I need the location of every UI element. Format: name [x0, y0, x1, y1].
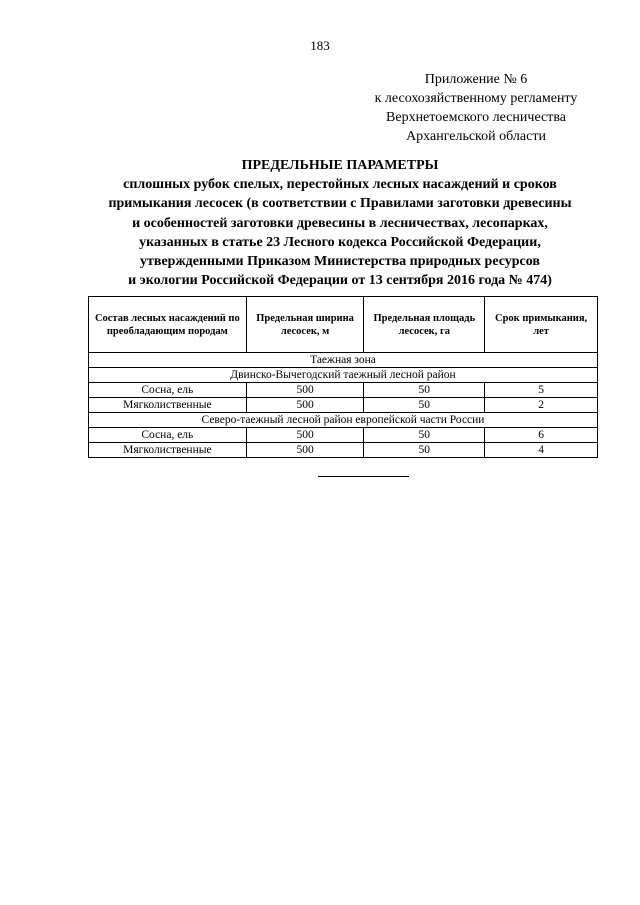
cell-term: 2 [485, 398, 598, 413]
cell-width: 500 [246, 398, 364, 413]
header-width: Предельная ширина лесосек, м [246, 297, 364, 353]
appendix-line: к лесохозяйственному регламенту [374, 91, 578, 106]
region-label: Северо-таежный лесной район европейской части России [89, 413, 598, 428]
header-species: Состав лесных насаждений по преобладающим породам [89, 297, 247, 353]
end-separator-line [318, 476, 409, 477]
zone-row [89, 353, 598, 368]
header-term: Срок примыкания, лет [485, 297, 598, 353]
region-row [89, 368, 598, 383]
title-line: сплошных рубок спелых, перестойных лесных насаждений и сроков [123, 177, 557, 193]
appendix-reference [356, 70, 596, 146]
table-row [89, 398, 598, 413]
title-line: и особенностей заготовки древесины в лесничествах, лесопарках, [132, 215, 548, 231]
title-heading: ПРЕДЕЛЬНЫЕ ПАРАМЕТРЫ [241, 158, 439, 173]
appendix-line: Приложение № 6 [424, 72, 528, 87]
title-line: примыкания лесосек (в соответствии с Правилами заготовки древесины [108, 196, 572, 212]
cell-species: Сосна, ель [89, 383, 247, 398]
cell-width: 500 [246, 443, 364, 458]
zone-label: Таежная зона [89, 353, 598, 368]
cell-area: 50 [364, 428, 485, 443]
cell-area: 50 [364, 383, 485, 398]
appendix-line: Верхнетоемского лесничества [386, 110, 566, 125]
region-row [89, 413, 598, 428]
table-row [89, 428, 598, 443]
table-row [89, 383, 598, 398]
cell-species: Мягколиственные [89, 443, 247, 458]
cell-area: 50 [364, 398, 485, 413]
cell-width: 500 [246, 383, 364, 398]
title-line: указанных в статье 23 Лесного кодекса Российской Федерации, [139, 234, 541, 250]
table-header-row [89, 297, 598, 353]
cell-species: Мягколиственные [89, 398, 247, 413]
page-number: 183 [310, 38, 330, 53]
cell-species: Сосна, ель [89, 428, 247, 443]
title-line: и экологии Российской Федерации от 13 сентября 2016 года № 474) [128, 273, 552, 289]
document-title [60, 156, 620, 290]
cell-term: 5 [485, 383, 598, 398]
cell-area: 50 [364, 443, 485, 458]
parameters-table [88, 296, 598, 458]
region-label: Двинско-Вычегодский таежный лесной район [89, 368, 598, 383]
appendix-line: Архангельской области [406, 129, 546, 144]
cell-term: 6 [485, 428, 598, 443]
header-area: Предельная площадь лесосек, га [364, 297, 485, 353]
title-line: утвержденными Приказом Министерства природных ресурсов [140, 254, 540, 270]
cell-width: 500 [246, 428, 364, 443]
cell-term: 4 [485, 443, 598, 458]
table-row [89, 443, 598, 458]
